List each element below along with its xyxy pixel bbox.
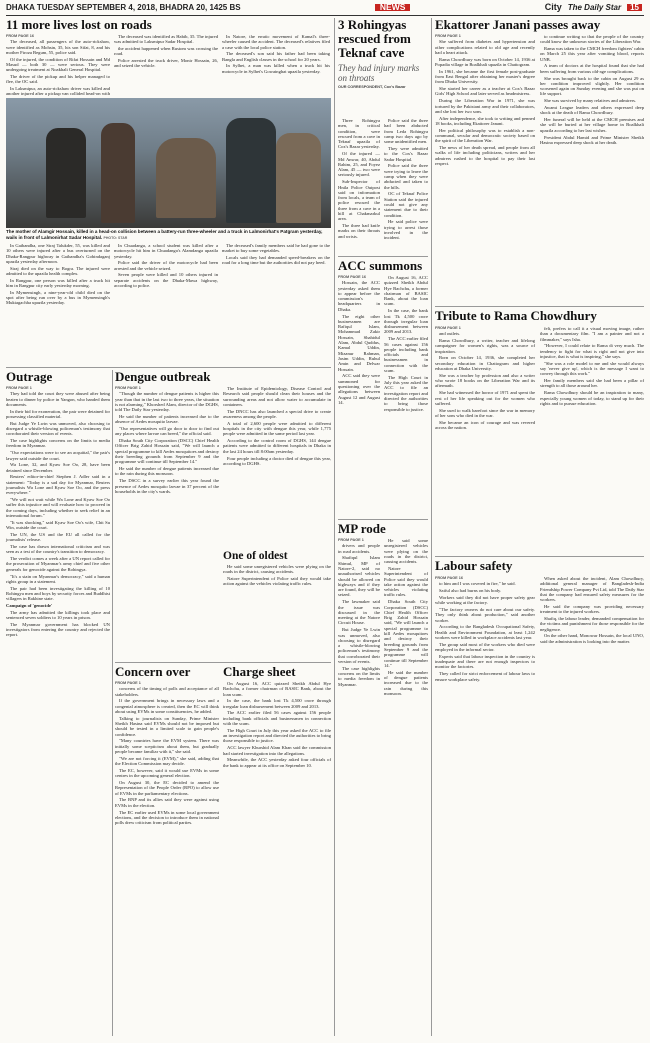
article-column — [435, 326, 535, 552]
paragraph: The deceased's family members said he had gone to the market to buy some vegetables. — [222, 243, 330, 254]
paragraph: Of the injured, the condition of Rifat Hossain and Md Masud — both 30 — were serious. They were undergoing treatment at Noakhali General Hospital. — [6, 56, 110, 73]
headline: ACC summons — [338, 258, 423, 273]
paragraph: The Institute of Epidemiology, Disease Control and Research said people should clean their houses and the surrounding areas and not allow water to accumulate in containers. — [223, 386, 331, 407]
byline: OUR CORRESPONDENT, Cox's Bazar — [338, 85, 406, 89]
paragraph: "It was shocking," said Kyaw Soe Oo's wife, Chit Su Win, outside the court. — [6, 519, 110, 531]
from-page: FROM PAGE 1 — [115, 681, 141, 685]
paragraph: During the Liberation War in 1971, she was tortured by the Pakistani army and their collaborators, and she lost her two sons. — [435, 98, 535, 114]
paragraph: She suffered from diabetes and hypertension and other complications related to old age and recently had a heart attack. — [435, 39, 535, 55]
article-column — [384, 538, 428, 1036]
article-column — [223, 386, 331, 546]
paragraph: The deceased's son said his father had been taking Bangla and English classes in the school for 20 years. — [222, 51, 330, 62]
paragraph: Saiful also had burns on his body. — [439, 588, 502, 594]
caption-text: The mother of Alamgir Hossain, killed in a head-on collision between a battery-run three-wheeler and a truck in Lalmonirhat's Patgram yesterday, wails in front of Lalmonirhat Sadar Hospital. — [6, 229, 323, 240]
article-column — [435, 576, 535, 1036]
paragraph: Police said the three were trying to leave the camp when they were abducted and taken to the hills. — [384, 163, 428, 190]
article-column — [338, 538, 380, 1036]
headline-block — [115, 370, 331, 384]
paragraph: Seven people were killed and 10 others injured in separate accidents on the Dhaka-Mawa highway, according to police. — [114, 272, 218, 289]
article-column — [338, 275, 380, 515]
from-page: FROM PAGE 1 — [338, 538, 364, 542]
paragraph: She used to walk barefoot since the war in memory of her sons who died in the war. — [435, 407, 535, 418]
from-page: FROM PAGE 16 — [435, 576, 463, 580]
paragraph: The case has drawn international criticism and was seen as a test of the country's transition to democracy. — [6, 544, 110, 555]
paragraph: The BNP and its allies said they were against using EVMs in the election. — [115, 797, 219, 808]
article-column — [115, 681, 219, 1036]
paragraph: According to the control room of DGHS, 144 dengue patients were admitted to different hospitals in Dhaka in the last 24 hours till 8:00am yesterday. — [223, 438, 331, 454]
paragraph: Born on October 14, 1936, she completed her secondary education in Chattogram and higher education at Dhaka University. — [435, 355, 535, 372]
paragraph: Her political philosophy was to establish a non-communal, secular and democratic society based on the spirit of the Liberation War. — [435, 127, 535, 144]
from-page: FROM PAGE 1 — [115, 386, 141, 390]
paragraph: The EC, however, said it would use EVMs in some centres in the upcoming general election. — [115, 767, 219, 779]
paragraph: The eight other businessmen are Rafiqul Islam, Mohammad Zakir Hossain, Shahidul Alam, Abdul Quddus, Kamal Uddin, Mizanur Rahman, Jasim Uddin, Ruhul Amin and Delwar Hossain. — [338, 313, 380, 372]
headline-block — [115, 665, 219, 679]
paragraph: Shafiqul Islam Shimul, MP of Natore-2, said no unauthorised vehicles should be allowed on highways and if they are found, they will be seized. — [338, 555, 380, 598]
article-column — [384, 118, 428, 252]
from-page: FROM PAGE 16 — [338, 275, 366, 279]
paragraph: In the case, the bank lost Tk 4,500 crore through irregular loan disbursement between 2009 and 2013. — [223, 698, 331, 709]
headline: Charge sheet — [223, 664, 296, 679]
paragraph: to him and I was covered in fire," he said. — [439, 581, 516, 587]
paragraph: She became an icon of courage and was revered across the nation. — [435, 419, 535, 431]
paragraph: They called for strict enforcement of labour laws to ensure workplace safety. — [435, 671, 535, 682]
paragraph: Shafiq, the labour leader, demanded compensation for the victims and punishment for those responsible for the negligence. — [540, 616, 644, 632]
headline: Labour safety — [435, 558, 513, 573]
paragraph: Awami League leaders and others expressed deep shock at the death of Rama Chowdhury. — [540, 105, 644, 116]
paragraph: The ACC earlier filed 56 cases against 156 people including bank officials and businessmen in connection with the scam. — [384, 336, 428, 374]
paragraph: the accident happened when Rustom was crossing the road. — [114, 46, 218, 57]
paragraph: He said the company was providing necessary treatment to the injured workers. — [540, 603, 644, 615]
from-page: FROM PAGE 1 — [6, 386, 32, 390]
page-number: 15 — [627, 4, 642, 11]
paragraph: But Judge Ye Lwin was unmoved, also choosing to disregard a whistle-blowing policeman's testimony that corroborated their version of events. — [338, 627, 380, 665]
paper-name: The Daily Star — [567, 2, 622, 12]
paragraph: Dhaka South City Corporation (DSCC) Chief Health Officer Brig Zahid Hossain said, "We will launch a special programme to kill Aedes mosquitoes and destroy their breeding grounds from September 9 and the programme will continue till September 14." — [384, 599, 428, 668]
paragraph: In Chuadanga, a school student was killed after a motorcycle hit him in Chuadanga's Alamdanga upazila yesterday. — [114, 243, 218, 259]
paragraph: The driver of the pickup and his helper managed to flee, the OC said. — [6, 74, 110, 85]
paragraph: The High Court in July this year asked the ACC to file an investigation report and directed the authorities to bring those responsible to justice. — [223, 727, 331, 744]
paragraph: The deceased was identified as Habib, 35. The injured was admitted to Laksmipur Sadar Hospital. — [114, 34, 218, 45]
paragraph: "Our representatives will go door to door to find out any places where larvae can breed," the official said. — [115, 426, 219, 437]
paragraph: He said the number of patients increased due to the absence of Aedes mosquito larvae. — [115, 413, 219, 425]
paragraph: The UN, the US and the EU all called for the journalists' release. — [6, 531, 110, 543]
paragraph: Siraj died on the way to Bogra. The injured were admitted to the upazila health complex. — [6, 265, 110, 276]
paragraph: "She was a role model to me and she would always say 'never give up', which is the message I want to convey through this work." — [540, 360, 644, 377]
paragraph: Of the injured — Md Anwar, 40, Abdul Rahim, 25, and Foyez Alam, 45 — two were seriously injured. — [338, 151, 380, 178]
paragraph: Talking to journalists on Sunday, Prime Minister Sheikh Hasina said EVMs should not be imposed but should be tested in a limited scale to gain people's confidence. — [115, 715, 219, 737]
subhead: Campaign of 'genocide' — [6, 602, 53, 608]
headline: 3 Rohingyas rescued from Teknaf cave — [338, 17, 411, 60]
paragraph: On August 16, ACC quizzed Sheikh Abdul Hye Bachchu, a former chairman of BASIC Bank, about the loan scam. — [223, 681, 331, 697]
paragraph: "However, I could relate to Rama di very much. The tendency to fight for what is right and not give into injustice, that is what is inspiring," she says. — [540, 343, 644, 359]
paragraph: Rama Chowdhury should be an inspiration to many, especially young women of today, to stand up for their rights and to pursue education. — [540, 390, 644, 406]
paragraph: She had witnessed the horror of 1971 and spent the rest of her life speaking out for the women who suffered. — [435, 390, 535, 406]
paragraph: They had told the court they were abused after being beaten to dinner by police in Yangon, who handed them documents. — [6, 391, 110, 407]
paragraph: But Judge Ye Lwin was unmoved, also choosing to disregard a whistle-blowing policeman's testimony that corroborated their version of events. — [6, 420, 110, 437]
headline-block — [338, 522, 428, 536]
paragraph: ACC said they were summoned for questioning over the allegations between August 12 and August 14. — [338, 373, 380, 405]
paragraph: ACC lawyer Khurshid Alam Khan said the commission had started investigation into the allegations. — [223, 745, 331, 756]
article-column — [540, 34, 644, 302]
paragraph: drivers and people in road accidents. — [338, 543, 380, 554]
paragraph: When asked about the incident, Alam Chowdhury, additional general manager of Bangladesh-India Friendship Power Company Pvt Ltd, told The Daily Star that the company had ensured safety measures for the workers. — [540, 576, 644, 603]
paragraph: If the government brings in necessary laws and a congenial atmosphere is created, then the EC will think about using EVMs in some constituencies, he added. — [115, 698, 219, 714]
article-column — [114, 243, 218, 363]
paragraph: "It's a stain on Myanmar's democracy," said a human rights group in a statement. — [6, 573, 110, 584]
paragraph: Her funeral will be held at the CMCH premises and she will be buried at her village home in Boalkhali upazila according to her last wishes. — [540, 117, 644, 133]
subheadline: They had injury marks on throats — [338, 63, 420, 83]
article-column — [222, 34, 330, 96]
paragraph: "We are not forcing it (EVM)," she said, adding that the Election Commission may decide. — [115, 755, 219, 767]
paragraph: In Mymensingh, a nine-year-old child died on the spot after being run over by a bus in Mymensingh's Muktagachha upazila yesterday. — [6, 289, 110, 306]
paragraph: The three had knife marks on their throats and wrists. — [338, 223, 380, 239]
headline-block — [338, 18, 426, 92]
paragraph: "The factory owners do not care about our safety. They only think about production," said another worker. — [435, 606, 535, 623]
paragraph: He said the number of dengue patients increased due to the rain during this monsoon. — [115, 466, 219, 477]
headline: Tribute to Rama Chowdhury — [435, 308, 597, 323]
headline-block — [435, 559, 644, 573]
paragraph: The DNCC has also launched a special drive to create awareness among the people. — [223, 408, 331, 419]
paragraph: and outlets. — [439, 331, 461, 337]
paragraph: The High Court in July this year asked the ACC to file an investigation report and directed the authorities to bring those responsible to justice. — [384, 374, 428, 412]
paragraph: President Abdul Hamid and Prime Minister Sheikh Hasina expressed deep shock at her death. — [540, 134, 644, 145]
paragraph: The case highlights concerns on the limits to media freedom in Myanmar. — [338, 665, 380, 687]
headline: MP rode — [338, 521, 386, 536]
paragraph: A total of 2,600 people were admitted to different hospitals in the city with dengue this year, while 1,775 people were admitted in the same period last year. — [223, 420, 331, 437]
paragraph: "Many countries have the EVM system. There was initially some scepticism about them, but gradually people became familiar with it," she said. — [115, 738, 219, 755]
paragraph: On the other hand, Monowar Hossain, the local UNO, said the administration is looking into the matter. — [540, 633, 644, 644]
paragraph: felt, prefers to call it a visual moving image, rather than a documentary film. "I am a painter and not a filmmaker," says Isha. — [540, 326, 644, 342]
paragraph: Natore Superintendent of Police said they would take action against the vehicles violating traffic rules. — [384, 565, 428, 598]
article-column — [338, 118, 380, 252]
paragraph: to continue writing so that the people of the country could know the unknown stories of the Liberation War. — [540, 34, 644, 45]
paragraph: In Rangpur, one person was killed after a truck hit him in Rangpur city early yesterday morning. — [6, 277, 110, 289]
article-column — [6, 386, 110, 1036]
photo-caption — [6, 229, 331, 241]
page-header — [6, 0, 644, 16]
paragraph: In Gaibandha, one Siraj Talukder, 55, was killed and 10 others were injured after a bus overturned on the Dhaka-Rangpur highway in Gaibandha's Gobindaganj upazila yesterday afternoon. — [6, 243, 110, 264]
article-column — [6, 34, 110, 96]
paragraph: Police arrested the truck driver, Monir Hossain, 26, and seized the vehicle. — [114, 58, 218, 69]
article-column — [223, 681, 331, 1036]
headline: Ekattorer Janani passes away — [435, 17, 601, 32]
paragraph: Reuters' editor-in-chief Stephen J. Adler said in a statement: "Today is a sad day for Myanmar, Reuters journalists Wa Lone and Kyaw Soe Oo, and the press everywhere." — [6, 474, 110, 496]
headline: One of oldest — [223, 550, 288, 562]
paragraph: Rama Chowdhury, a writer, teacher and lifelong campaigner for women's rights, was a source of inspiration. — [435, 338, 535, 354]
paragraph: Workers said they did not have proper safety gear while working at the factory. — [435, 594, 535, 606]
dateline: DHAKA TUESDAY SEPTEMBER 4, 2018, BHADRA 20, 1425 BS — [6, 2, 241, 12]
paragraph: Natore Superintendent of Police said they would take action against the vehicles violating traffic rules. — [223, 576, 331, 587]
article-column — [223, 564, 331, 658]
article-column — [540, 326, 644, 552]
paragraph: She started her career as a teacher at Cox's Bazar Girls' High School and later served as headmistress. — [435, 86, 535, 97]
headline-block — [435, 309, 644, 323]
paragraph: According to the Bangladesh Occupational Safety, Health and Environment Foundation, at least 1,242 workers were killed in workplace accidents last year. — [435, 624, 535, 640]
paragraph: The news of her death spread, and people from all walks of life including politicians, writers and her admirers rushed to the hospital to pay their last respect. — [435, 145, 535, 167]
paragraph: Dhaka South City Corporation (DSCC) Chief Health Officer Brig Zahid Hossain said, "We will launch a special programme to kill Aedes mosquitoes and destroy their breeding grounds from September 9 and the programme will continue till September 14." — [115, 438, 219, 465]
paragraph: She was survived by many relatives and admirers. — [544, 98, 637, 104]
from-page: FROM PAGE 1 — [435, 326, 461, 330]
paragraph: He said the number of dengue patients increased due to the rain during this monsoon. — [384, 669, 428, 696]
paragraph: Police said the driver of the motorcycle had been arrested and the vehicle seized. — [114, 260, 218, 271]
paragraph: In Sylhet, a man was killed when a truck hit his motorcycle in Sylhet's Gowainghat upazila yesterday. — [222, 63, 330, 74]
paragraph: In 1961, she became the first female post-graduate from East Bengal after obtaining her master's degree from Dhaka University. — [435, 68, 535, 85]
paragraph: After independence, she took to writing and penned 18 books, including Ekattorer Janani. — [435, 115, 535, 126]
paragraph: In Laksmipur, an auto-rickshaw driver was killed and another injured after a pickup van collided head-on with — [6, 86, 110, 97]
paragraph: The group said most of the workers who died were employed in the informal sector. — [435, 641, 535, 653]
article-column — [540, 576, 644, 1036]
headline-block — [223, 550, 331, 563]
headline: Dengue outbreak — [115, 369, 211, 384]
paragraph: The verdict comes a week after a UN report called for the prosecution of Myanmar's army chief and five other generals for genocide against the Rohingya. — [6, 556, 110, 572]
paragraph: Four people including a doctor died of dengue this year, according to DGHS. — [223, 455, 331, 466]
paragraph: OC of Teknaf Police Station said the injured could not give any statement due to their condition. — [384, 191, 428, 218]
paragraph: Three Rohingya men, in critical condition, were rescued from a cave in Teknaf upazila of Cox's Bazar yesterday. — [338, 118, 380, 150]
paragraph: The Myanmar government has blocked UN investigators from entering the country and rejected the report. — [6, 621, 110, 638]
paragraph: In their bid for exoneration, the pair were detained for possessing classified material. — [6, 408, 110, 419]
paragraph: He said some unregistered vehicles were plying on the roads in the district, causing accidents. — [384, 538, 428, 565]
paragraph: The case highlights concerns on the limits to media freedom in Myanmar. — [6, 438, 110, 449]
photo-credit: PHOTO: STAR — [103, 235, 128, 240]
paragraph: The army has admitted the killings took place and sentenced seven soldiers to 10 years in prison. — [6, 609, 110, 621]
paragraph: Rama Chowdhury was born on October 14, 1936 at Popadia village in Boalkhali upazila in Chattogram. — [435, 56, 535, 67]
paragraph: Wa Lone, 32, and Kyaw Soe Oo, 28, have been detained since December. — [6, 462, 110, 473]
paragraph: concerns of the timing of polls and acceptance of all stakeholders. — [115, 686, 219, 697]
headline-block — [6, 370, 110, 384]
paragraph: The DSCC in a survey earlier this year found the presence of Aedes mosquito larvae in 37 percent of the households in the city's wards. — [115, 478, 219, 494]
paragraph: Hossain, the ACC yesterday asked them to appear before the commission's headquarters in Dhaka. — [338, 280, 380, 312]
paragraph: They were admitted to the Cox's Bazar Sadar Hospital. — [384, 145, 428, 162]
news-photo — [6, 98, 331, 228]
paragraph: On August 30, the EC decided to amend the Representation of the People Order (RPO) to allow use of EVMs in the parliamentary elections. — [115, 780, 219, 796]
article-column — [115, 386, 219, 658]
paragraph: The deceased, all passengers of the auto-rickshaw, were identified as Mohsin, 35, his son Sifat, 8, and his mother Firoza Begum, 55, police said. — [6, 39, 110, 55]
section-name: City — [544, 1, 562, 12]
headline: Outrage — [6, 369, 53, 384]
headline-block — [435, 18, 644, 32]
paragraph: Rama was taken to the CMCH freedom fighters' cabin on March 25 this year after vomiting blood, reports UNB. — [540, 46, 644, 62]
article-column — [6, 243, 110, 363]
article-column — [222, 243, 330, 363]
paragraph: He said police were trying to arrest those involved in the incident. — [384, 219, 428, 241]
paragraph: "We will not wait while Wa Lone and Kyaw Soe Oo suffer this injustice and will evaluate how to proceed in the coming days, including whether to seek relief in an international forum." — [6, 497, 110, 519]
paragraph: In Natore, the erratic movement of Kamal's three-wheeler caused the accident. The deceased's relatives filed a case with the local police station. — [222, 34, 330, 50]
paragraph: Meanwhile, the ACC yesterday asked four officials of the bank to appear at its office on September 10. — [223, 757, 331, 768]
paragraph: A team of doctors at the hospital found that she had been suffering from various old-age complications. — [540, 63, 644, 74]
headline-block — [6, 18, 226, 32]
paragraph: Experts said that labour inspection in the country is inadequate and there are not enough inspectors to monitor the factories. — [435, 653, 535, 670]
paragraph: The EC earlier used EVMs in some local government elections, and the decision to introduce them in national polls drew criticism from political parties. — [115, 809, 219, 826]
article-column — [384, 275, 428, 515]
paragraph: "Our expectations were to see an acquittal," the pair's lawyer said outside the court. — [6, 450, 110, 461]
paragraph: Sub-Inspector of Hnila Police Outpost said on information from locals, a team of police rescued the three from a cave in a hill at Chakmarkul area. — [338, 179, 380, 222]
headline: 11 more lives lost on roads — [6, 17, 152, 32]
paragraph: In the case, the bank lost Tk 4,500 crore through irregular loan disbursement between 2009 and 2013. — [384, 308, 428, 335]
paragraph: The ACC earlier filed 56 cases against 156 people including bank officials and businessmen in connection with the scam. — [223, 710, 331, 727]
paragraph: Police said the three had been abducted from Leda Rohingya camp two days ago by some unidentified men. — [384, 118, 428, 145]
section-tag: NEWS — [375, 4, 411, 11]
paragraph: The lawmaker said the issue was discussed in the meeting at the Natore Circuit House. — [338, 599, 380, 626]
article-column — [114, 34, 218, 96]
paragraph: On August 16, ACC quizzed Sheikh Abdul Hye Bachchu, a former chairman of BASIC Bank, about the loan scam. — [384, 275, 428, 307]
headline-block — [223, 665, 331, 679]
article-column — [435, 34, 535, 302]
from-page: FROM PAGE 1 — [435, 34, 461, 38]
paragraph: Locals said they had demanded speed-breakers on the road for a long time but the authorities did not pay heed. — [222, 255, 330, 266]
headline-block — [338, 259, 428, 273]
from-page: FROM PAGE 16 — [6, 34, 34, 38]
paragraph: She was a teacher by profession and also a writer who wrote 18 books on the Liberation War and its aftermath. — [435, 372, 535, 389]
headline: Concern over — [115, 664, 191, 679]
paragraph: The pair had been investigating the killing of 10 Rohingya men and boys by security forces and Buddhist villagers in Rakhine state. — [6, 585, 110, 602]
paragraph: Her family members said she had been a pillar of strength to all those around her. — [540, 378, 644, 389]
paragraph: He said some unregistered vehicles were plying on the roads in the district, causing accidents. — [223, 564, 331, 575]
paragraph: She was brought back to the cabin on August 29 as her condition improved slightly. Her condition worsened again on Sunday evening and she was put on life support. — [540, 75, 644, 97]
paragraph: "Though the number of dengue patients is higher this year than that in the last two to three years, the situation is not alarming," Khorshed Alam, director of the DGHS, told The Daily Star yesterday. — [115, 391, 219, 413]
